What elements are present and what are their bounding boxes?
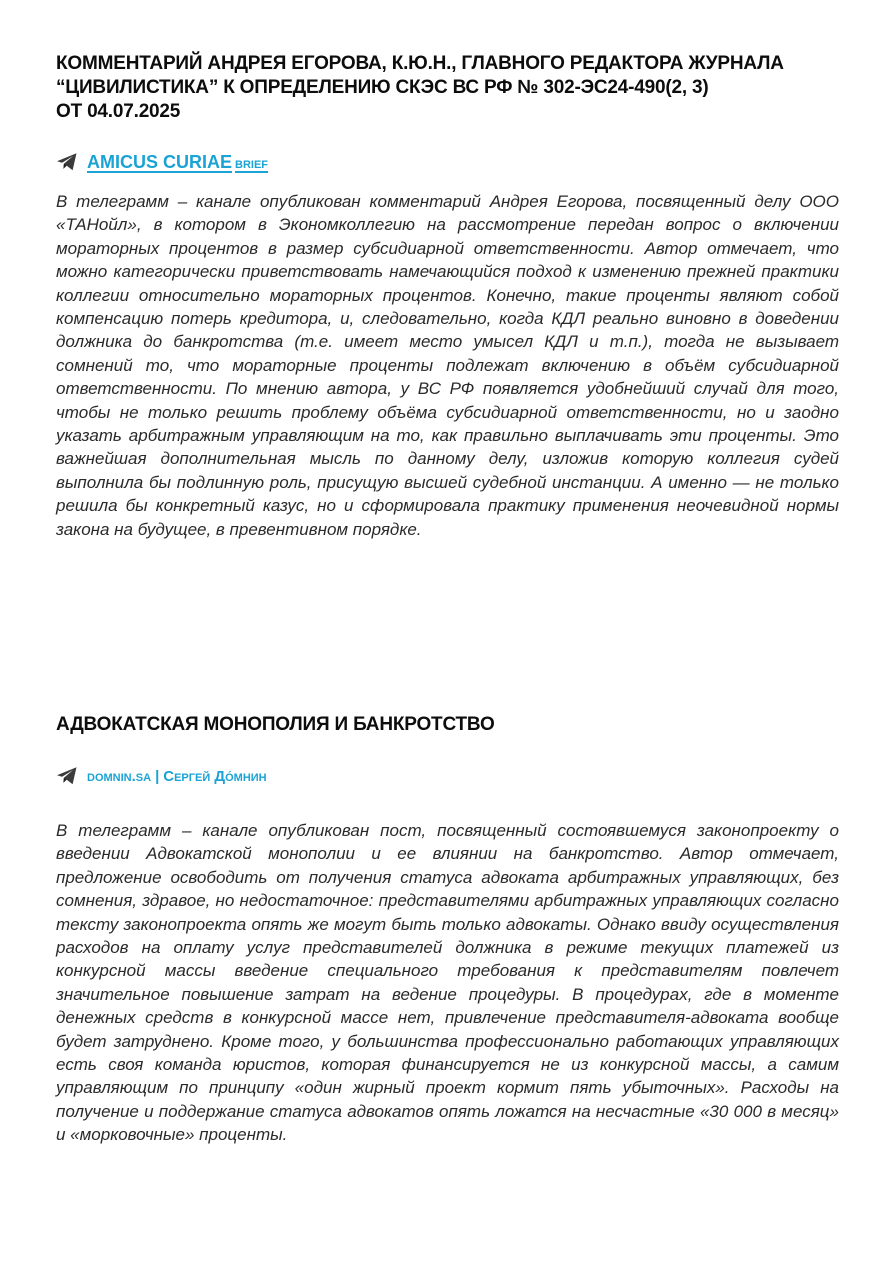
source-channel-name: domnin.sa xyxy=(87,767,152,785)
article-title xyxy=(56,713,839,737)
telegram-icon[interactable] xyxy=(56,766,78,786)
title-line: “ЦИВИЛИСТИКА” К ОПРЕДЕЛЕНИЮ СКЭС ВС РФ № 302-ЭС24-490(2, 3) xyxy=(56,77,709,98)
source-line xyxy=(56,150,839,174)
telegram-icon[interactable] xyxy=(56,152,78,172)
source-channel-link[interactable] xyxy=(87,152,268,173)
source-separator: | xyxy=(155,767,160,785)
title-line: ОТ 04.07.2025 xyxy=(56,101,181,122)
title-line: АДВОКАТСКАЯ МОНОПОЛИЯ И БАНКРОТСТВО xyxy=(56,714,495,735)
source-channel-subtitle: BRIEF xyxy=(235,158,269,171)
article-advocate-monopoly xyxy=(56,713,839,1147)
source-channel-name: AMICUS CURIAE xyxy=(87,151,233,172)
article-body: В телеграмм – канале опубликован пост, посвященный состоявшемуся законопроекту о введении Адвокатской монополии и ее влиянии на банкротство. Автор отмечает, предложение освободить от получения статуса адвоката арбитражных управляющих, без сомнения, здравое, но недостаточное: представителями арбитражных управляющих согласно тексту законопроекта опять же могут быть только адвокаты. Однако ввиду осуществления расходов на оплату услуг представителей должника в режиме текущих платежей из конкурсной массы введение специального требования к представителям повлечет значительное повышение затрат на ведение процедуры. В процедурах, где в моменте денежных средств в конкурсной массе нет, привлечение представителя-адвоката вообще будет затруднено. Кроме того, у большинства профессионально работающих управляющих есть своя команда юристов, которая финансируется не из конкурсной массы, а самим управляющим по принципу «один жирный проект кормит пять убыточных». Расходы на получение и поддержание статуса адвокатов опять ложатся на несчастные «30 000 в месяц» и «морковочные» проценты. xyxy=(56,821,839,1145)
source-line xyxy=(56,764,839,788)
source-channel-link[interactable] xyxy=(87,768,267,785)
title-line: КОММЕНТАРИЙ АНДРЕЯ ЕГОРОВА, К.Ю.Н., ГЛАВНОГО РЕДАКТОРА ЖУРНАЛА xyxy=(56,53,784,74)
source-author: Сергей Дóмнин xyxy=(163,767,267,785)
article-title xyxy=(56,52,839,124)
article-body: В телеграмм – канале опубликован комментарий Андрея Егорова, посвященный делу ООО «ТАНойл», в котором в Экономколлегию на рассмотрение передан вопрос о включении мораторных процентов в размер субсидиарной ответственности. Автор отмечает, что можно категорически приветствовать намечающийся подход к изменению прежней практики коллегии относительно мораторных процентов. Конечно, такие проценты являют собой компенсацию потерь кредитора, и, следовательно, когда КДЛ реально виновно в доведении должника до банкротства (т.е. имеет место умысел КДЛ и т.п.), тогда не вызывает сомнений то, что мораторные проценты подлежат включению в объём субсидиарной ответственности. По мнению автора, у ВС РФ появляется удобнейший случай для того, чтобы не только решить проблему объёма субсидиарной ответственности, но и заодно указать арбитражным управляющим на то, как правильно выплачивать эти проценты. Это важнейшая дополнительная мысль по данному делу, изложив которую коллегия судей выполнила бы подлинную роль, присущую высшей судебной инстанции. А именно — не только решила бы конкретный казус, но и сформировала практику применения неочевидной нормы закона на будущее, в превентивном порядке. xyxy=(56,192,839,539)
article-civilistika-comment xyxy=(56,52,839,541)
